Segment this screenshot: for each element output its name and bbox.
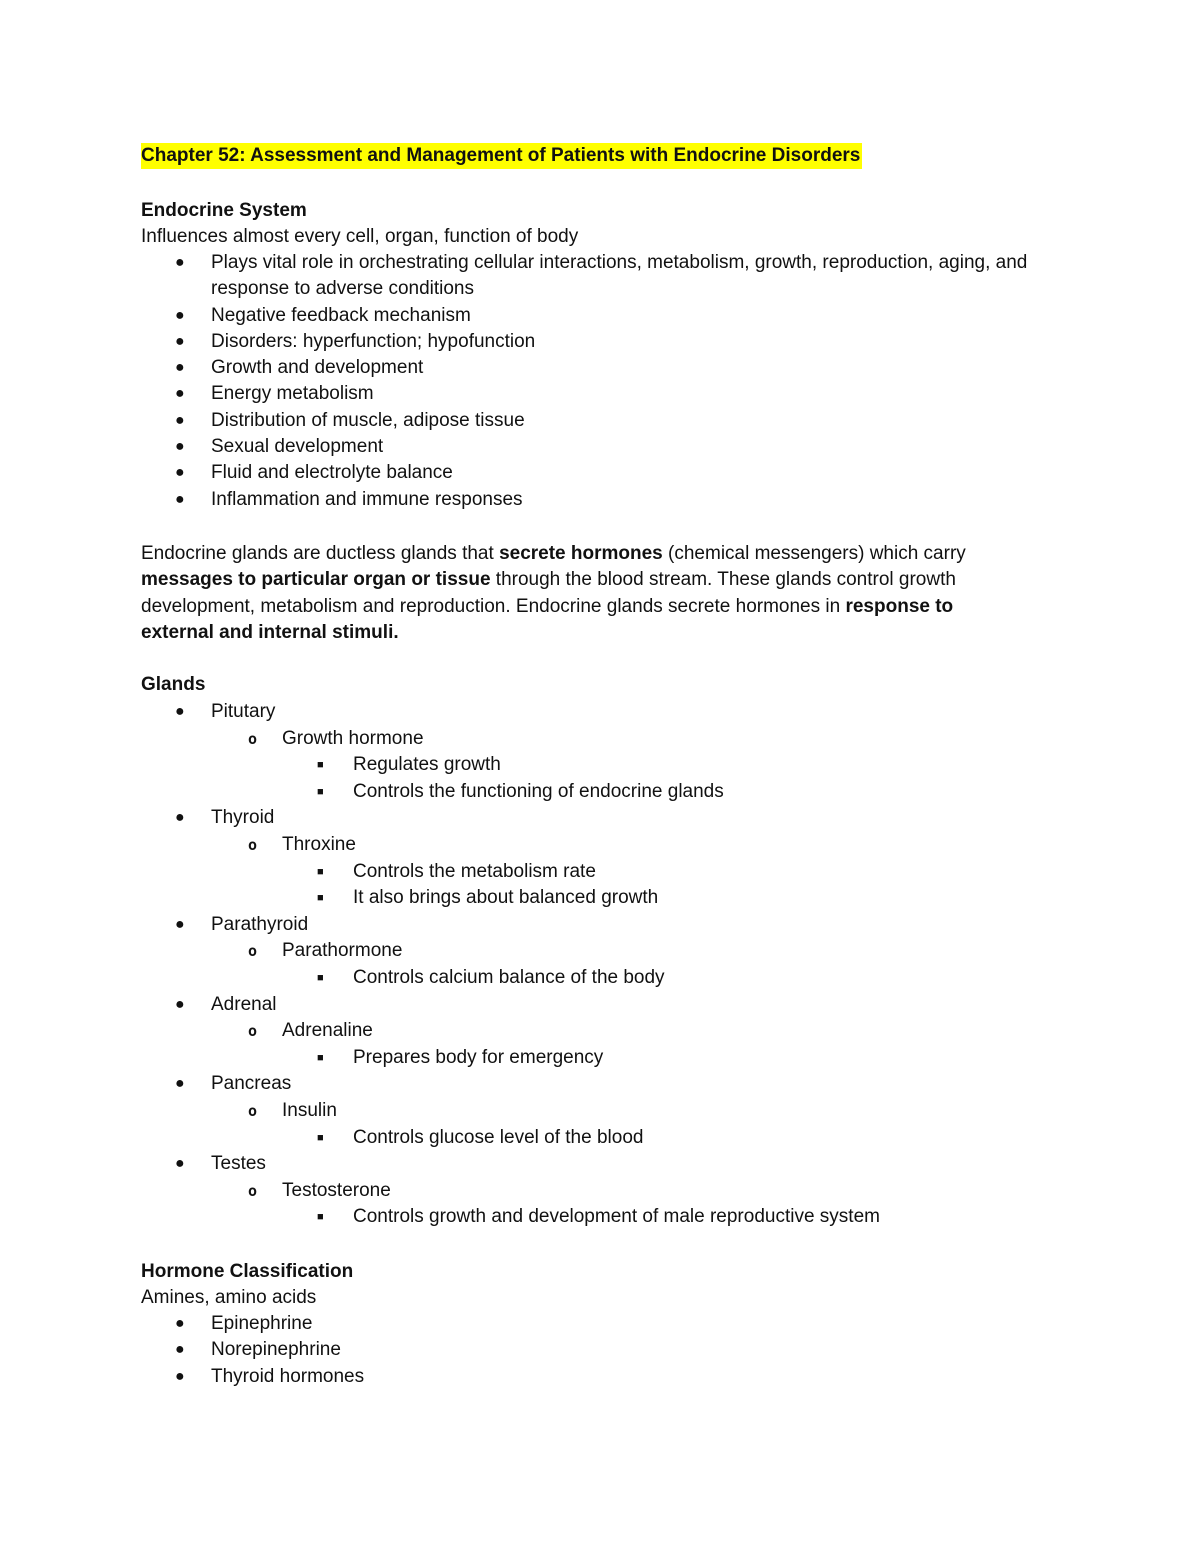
hormone-name: Insulin: [282, 1099, 337, 1121]
gland-name: Testes: [211, 1153, 266, 1175]
function-item: [141, 1125, 1041, 1152]
list-item-text: Distribution of muscle, adipose tissue: [211, 409, 525, 431]
hormone-item: [141, 832, 1041, 859]
bullet-icon: ●: [175, 332, 185, 350]
gland-item: [141, 1151, 1041, 1178]
list-item: [141, 303, 1041, 329]
gland-name: Thyroid: [211, 807, 275, 829]
list-item-text: Thyroid hormones: [211, 1365, 365, 1387]
bullet-icon: ●: [175, 703, 185, 720]
gland-item: [141, 1071, 1041, 1098]
hormone-item: [141, 1178, 1041, 1205]
square-bullet-icon: ■: [317, 1131, 324, 1144]
bullet-icon: ●: [175, 438, 185, 456]
endocrine-glands-paragraph: [141, 541, 1001, 646]
gland-item: [141, 912, 1041, 939]
list-item: [141, 487, 1041, 513]
bullet-icon: ●: [175, 1367, 185, 1385]
function-text: Controls calcium balance of the body: [353, 966, 665, 988]
function-text: Controls glucose level of the blood: [353, 1126, 644, 1148]
hormone-name: Parathormone: [282, 940, 403, 962]
circle-bullet-icon: o: [248, 729, 258, 748]
hormone-item: [141, 1018, 1041, 1045]
list-item: [141, 1337, 1041, 1363]
square-bullet-icon: ■: [317, 1211, 324, 1224]
function-text: Controls growth and development of male reproductive system: [353, 1206, 880, 1228]
function-text: It also brings about balanced growth: [353, 887, 659, 909]
function-item: [141, 885, 1041, 912]
list-item: [141, 1364, 1041, 1390]
circle-bullet-icon: o: [248, 1022, 258, 1041]
list-item: [141, 329, 1041, 355]
bullet-icon: ●: [175, 411, 185, 429]
bullet-icon: ●: [175, 809, 185, 827]
paragraph-text: (chemical messengers) which carry: [662, 543, 966, 564]
bullet-icon: ●: [175, 1075, 185, 1093]
square-bullet-icon: ■: [317, 971, 324, 984]
list-item: [141, 381, 1041, 407]
bullet-icon: ●: [175, 1315, 185, 1332]
function-item: [141, 859, 1041, 886]
list-item: [141, 408, 1041, 434]
circle-bullet-icon: o: [248, 942, 258, 961]
bullet-icon: ●: [175, 385, 185, 403]
list-item-text: Plays vital role in orchestrating cellular interactions, metabolism, growth, reproduction, aging, and response to adverse conditions: [211, 252, 1028, 300]
bullet-icon: ●: [175, 1155, 185, 1173]
bullet-icon: ●: [175, 254, 185, 271]
square-bullet-icon: ■: [317, 785, 324, 798]
list-item-text: Inflammation and immune responses: [211, 488, 523, 510]
list-item-text: Disorders: hyperfunction; hypofunction: [211, 330, 536, 352]
square-bullet-icon: ■: [317, 892, 324, 905]
paragraph-text: Endocrine glands are ductless glands that: [141, 543, 500, 564]
list-item-text: Growth and development: [211, 357, 424, 379]
function-text: Prepares body for emergency: [353, 1046, 604, 1068]
circle-bullet-icon: o: [248, 1181, 258, 1200]
paragraph-bold-text: response to external and internal stimuli.: [141, 595, 954, 643]
endocrine-system-bullet-list: [141, 250, 1041, 513]
bullet-icon: ●: [175, 490, 185, 508]
endocrine-system-heading: Endocrine System: [141, 200, 307, 221]
function-text: Controls the functioning of endocrine glands: [353, 780, 724, 802]
list-item-text: Sexual development: [211, 436, 384, 458]
glands-heading: Glands: [141, 674, 206, 695]
bullet-icon: ●: [175, 464, 185, 482]
gland-item: [141, 805, 1041, 832]
endocrine-system-intro: Influences almost every cell, organ, function of body: [141, 226, 579, 247]
bullet-icon: ●: [175, 915, 185, 933]
list-item-text: Negative feedback mechanism: [211, 304, 471, 326]
list-item-text: Norepinephrine: [211, 1339, 341, 1361]
paragraph-text: through the blood stream. These glands control growth development, metabolism and reproduction. Endocrine glands secrete hormones in: [141, 569, 956, 617]
function-item: [141, 1045, 1041, 1072]
gland-name: Adrenal: [211, 993, 277, 1015]
gland-item: [141, 992, 1041, 1019]
square-bullet-icon: ■: [317, 759, 324, 772]
function-item: [141, 779, 1041, 806]
square-bullet-icon: ■: [317, 1051, 324, 1064]
list-item: [141, 1311, 1041, 1337]
hormone-classification-heading: Hormone Classification: [141, 1261, 354, 1282]
circle-bullet-icon: o: [248, 835, 258, 854]
hormone-name: Testosterone: [282, 1179, 391, 1201]
hormone-name: Throxine: [282, 833, 356, 855]
hormone-name: Adrenaline: [282, 1020, 373, 1042]
function-text: Regulates growth: [353, 754, 501, 776]
bullet-icon: ●: [175, 995, 185, 1013]
glands-list: [141, 699, 1041, 1231]
gland-name: Parathyroid: [211, 913, 309, 935]
list-item: [141, 434, 1041, 460]
hormone-item: [141, 938, 1041, 965]
hormone-classification-intro: Amines, amino acids: [141, 1287, 317, 1308]
list-item-text: Epinephrine: [211, 1313, 313, 1334]
hormone-classification-bullet-list: [141, 1311, 1041, 1390]
gland-name: Pancreas: [211, 1073, 292, 1095]
bullet-icon: ●: [175, 1341, 185, 1359]
bullet-icon: ●: [175, 306, 185, 324]
paragraph-bold-text: messages to particular organ or tissue: [141, 569, 491, 591]
hormone-name: Growth hormone: [282, 727, 424, 749]
square-bullet-icon: ■: [317, 865, 324, 878]
function-item: [141, 1204, 1041, 1231]
paragraph-bold-text: secrete hormones: [499, 543, 663, 564]
gland-name: Pitutary: [211, 701, 276, 722]
list-item-text: Fluid and electrolyte balance: [211, 462, 453, 484]
function-item: [141, 965, 1041, 992]
list-item: [141, 460, 1041, 486]
function-text: Controls the metabolism rate: [353, 860, 596, 882]
bullet-icon: ●: [175, 359, 185, 377]
circle-bullet-icon: o: [248, 1101, 258, 1120]
gland-item: [141, 699, 1041, 726]
list-item: [141, 250, 1041, 303]
chapter-title: Chapter 52: Assessment and Management of Patients with Endocrine Disorders: [141, 143, 862, 169]
hormone-item: [141, 726, 1041, 753]
hormone-item: [141, 1098, 1041, 1125]
function-item: [141, 752, 1041, 779]
list-item-text: Energy metabolism: [211, 383, 374, 405]
list-item: [141, 355, 1041, 381]
